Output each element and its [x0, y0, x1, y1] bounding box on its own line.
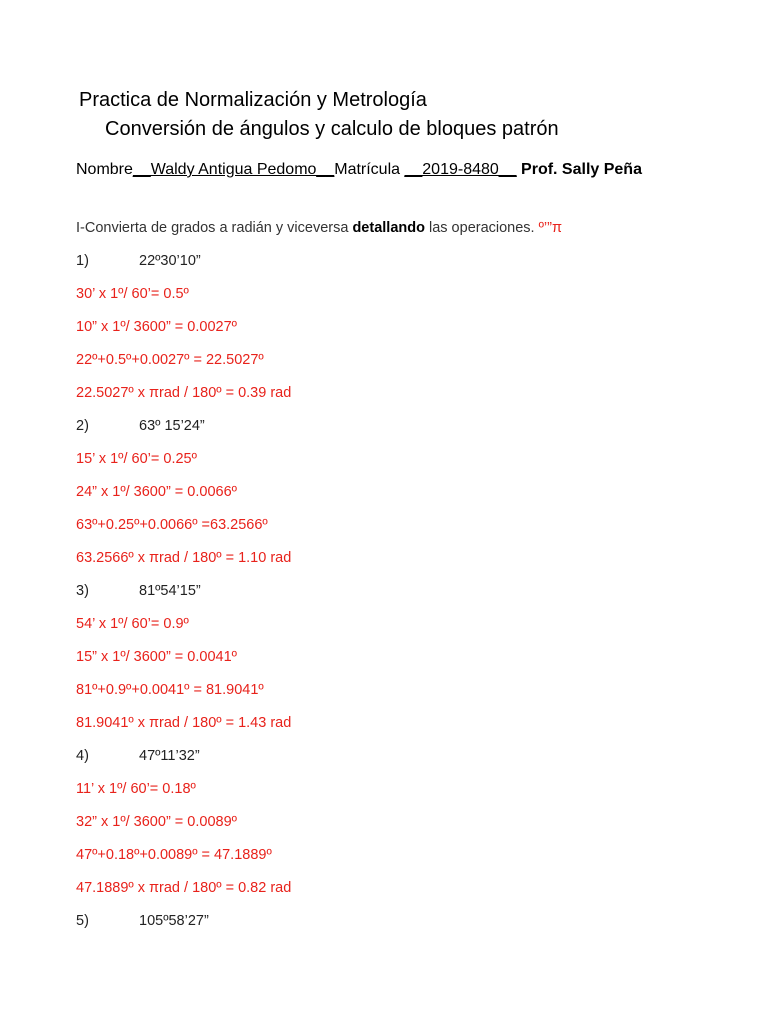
calculation-step: 22º+0.5º+0.0027º = 22.5027º: [76, 352, 264, 368]
problem-number: 1): [76, 253, 89, 269]
calculation-step: 24” x 1º/ 3600” = 0.0066º: [76, 484, 237, 500]
calculation-step: 47º+0.18º+0.0089º = 47.1889º: [76, 847, 272, 863]
instruction-symbols: º’”π: [538, 220, 562, 236]
problem-angle: 81º54’15”: [139, 583, 201, 599]
calculation-step: 32” x 1º/ 3600” = 0.0089º: [76, 814, 237, 830]
calculation-step: 81º+0.9º+0.0041º = 81.9041º: [76, 682, 264, 698]
calculation-step: 15’ x 1º/ 60’= 0.25º: [76, 451, 197, 467]
matricula-value: __2019-8480__: [404, 161, 517, 178]
calculation-step: 63º+0.25º+0.0066º =63.2566º: [76, 517, 268, 533]
calculation-step: 30’ x 1º/ 60’= 0.5º: [76, 286, 189, 302]
calculation-step: 63.2566º x πrad / 180º = 1.10 rad: [76, 550, 292, 566]
problem-header: [76, 251, 201, 271]
matricula-label: Matrícula: [334, 161, 405, 178]
problem-header: [76, 911, 209, 931]
document-title: Practica de Normalización y Metrología: [79, 89, 427, 111]
instruction-text: [76, 218, 696, 238]
calculation-step: 15” x 1º/ 3600” = 0.0041º: [76, 649, 237, 665]
problem-angle: 47º11’32”: [139, 748, 200, 764]
problem-header: [76, 416, 205, 436]
name-label: Nombre: [76, 161, 133, 178]
document-subtitle: Conversión de ángulos y calculo de bloques patrón: [105, 118, 559, 140]
instruction-prefix: I-Convierta de grados a radián y viceversa: [76, 220, 353, 236]
professor-name: Prof. Sally Peña: [516, 161, 642, 178]
problem-number: 2): [76, 418, 89, 434]
problem-angle: 63º 15’24”: [139, 418, 205, 434]
problem-header: [76, 581, 201, 601]
problem-angle: 105º58’27”: [139, 913, 209, 929]
instruction-suffix: las operaciones.: [424, 220, 539, 236]
calculation-step: 54’ x 1º/ 60’= 0.9º: [76, 616, 189, 632]
problem-number: 4): [76, 748, 89, 764]
problem-header: [76, 746, 200, 766]
calculation-step: 47.1889º x πrad / 180º = 0.82 rad: [76, 880, 292, 896]
student-name: __Waldy Antigua Pedomo__: [132, 161, 335, 178]
calculation-step: 22.5027º x πrad / 180º = 0.39 rad: [76, 385, 292, 401]
problem-angle: 22º30’10”: [139, 253, 201, 269]
instruction-emphasis: detallando: [352, 220, 425, 236]
calculation-step: 11’ x 1º/ 60’= 0.18º: [76, 781, 196, 797]
student-info: [76, 158, 696, 181]
calculation-step: 10” x 1º/ 3600” = 0.0027º: [76, 319, 237, 335]
problem-number: 5): [76, 913, 89, 929]
calculation-step: 81.9041º x πrad / 180º = 1.43 rad: [76, 715, 292, 731]
problem-number: 3): [76, 583, 89, 599]
